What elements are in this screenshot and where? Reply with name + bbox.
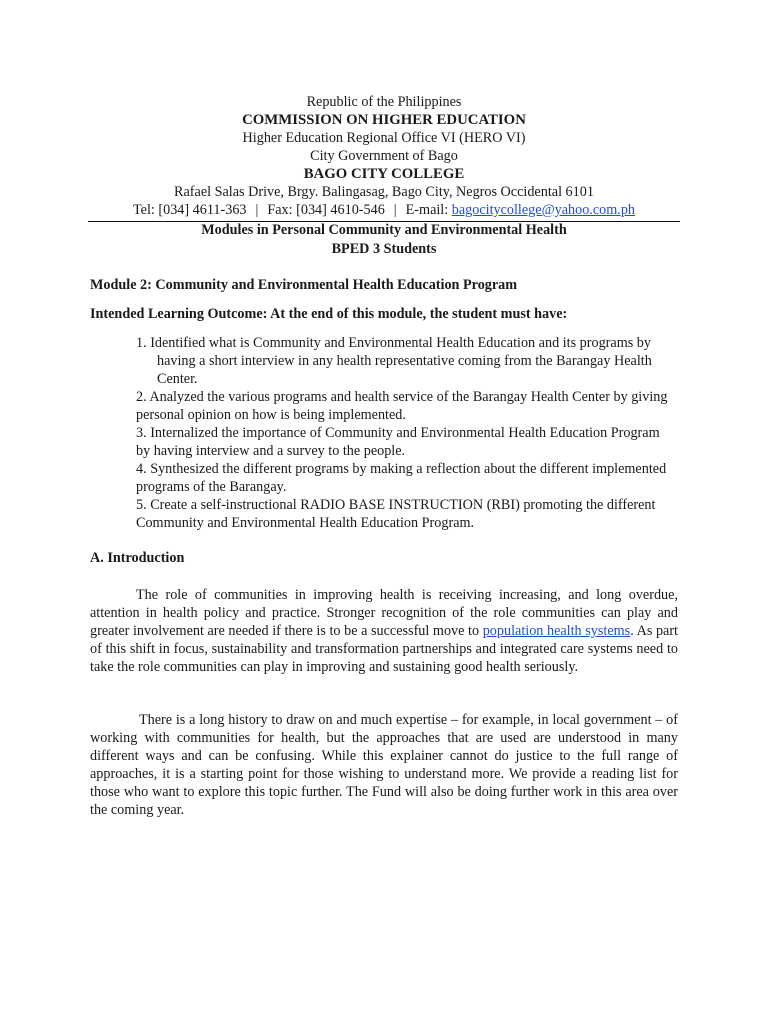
address-line: Rafael Salas Drive, Brgy. Balingasag, Bago City, Negros Occidental 6101 xyxy=(174,184,594,200)
module-title: Module 2: Community and Environmental Health Education Program xyxy=(90,277,518,293)
introduction-paragraph-1 xyxy=(90,586,678,676)
outcome-item: 2. Analyzed the various programs and health service of the Barangay Health Center by giving personal opinion on how is being implemented. xyxy=(136,389,668,423)
email-link[interactable]: bagocitycollege@yahoo.com.ph xyxy=(451,202,636,218)
learning-outcome-heading: Intended Learning Outcome: At the end of this module, the student must have: xyxy=(90,306,568,322)
contact-line xyxy=(0,201,768,219)
population-health-systems-link[interactable]: population health systems xyxy=(482,623,631,639)
subtitle-line-2: BPED 3 Students xyxy=(331,241,437,257)
outcome-item: 3. Internalized the importance of Community and Environmental Health Education Program by having interview and a survey to the people. xyxy=(136,425,660,459)
subtitle-line-1: Modules in Personal Community and Environmental Health xyxy=(201,222,567,238)
paragraph-text: The role of communities in improving health is receiving increasing, and long overdue, attention in health policy and practice. Stronger recognition of the role communities can play and greater involvement are needed if there is to be a successful move to xyxy=(90,587,678,639)
separator: | xyxy=(255,202,259,218)
module-subtitle xyxy=(0,221,768,259)
introduction-paragraph-2: There is a long history to draw on and much expertise – for example, in local government – of working with communities for health, but the approaches that are used are understood in many different ways and can be confusing. While this explainer cannot do justice to the full range of approaches, it is a starting point for those wishing to understand more. We provide a reading list for those who want to explore this topic further. The Fund will also be doing further work in this area over the coming year. xyxy=(90,712,678,818)
outcome-item: 5. Create a self-instructional RADIO BASE INSTRUCTION (RBI) promoting the different Community and Environmental Health Education Program. xyxy=(136,497,656,531)
city-government-line: City Government of Bago xyxy=(310,148,458,164)
introduction-heading: A. Introduction xyxy=(90,550,185,566)
regional-office-line: Higher Education Regional Office VI (HERO VI) xyxy=(242,130,526,146)
paragraph-text: . As part of this shift in focus, sustainability and transformation partnerships and integrated care systems need to take the role communities can play in improving and sustaining good health seriously. xyxy=(90,623,678,675)
commission-line: COMMISSION ON HIGHER EDUCATION xyxy=(242,112,526,128)
separator: | xyxy=(393,202,397,218)
college-name: BAGO CITY COLLEGE xyxy=(303,166,465,182)
email-label: E-mail: xyxy=(405,202,452,218)
republic-line: Republic of the Philippines xyxy=(306,94,462,110)
outcome-item: 1. Identified what is Community and Environmental Health Education and its programs by having a short interview in any health representative coming from the Barangay Health Center. xyxy=(136,335,652,387)
outcomes-list xyxy=(136,334,676,532)
tel-text: Tel: [034] 4611-363 xyxy=(132,202,247,218)
letterhead xyxy=(0,93,768,219)
outcome-item: 4. Synthesized the different programs by making a reflection about the different implemented programs of the Barangay. xyxy=(136,461,667,495)
fax-text: Fax: [034] 4610-546 xyxy=(267,202,385,218)
